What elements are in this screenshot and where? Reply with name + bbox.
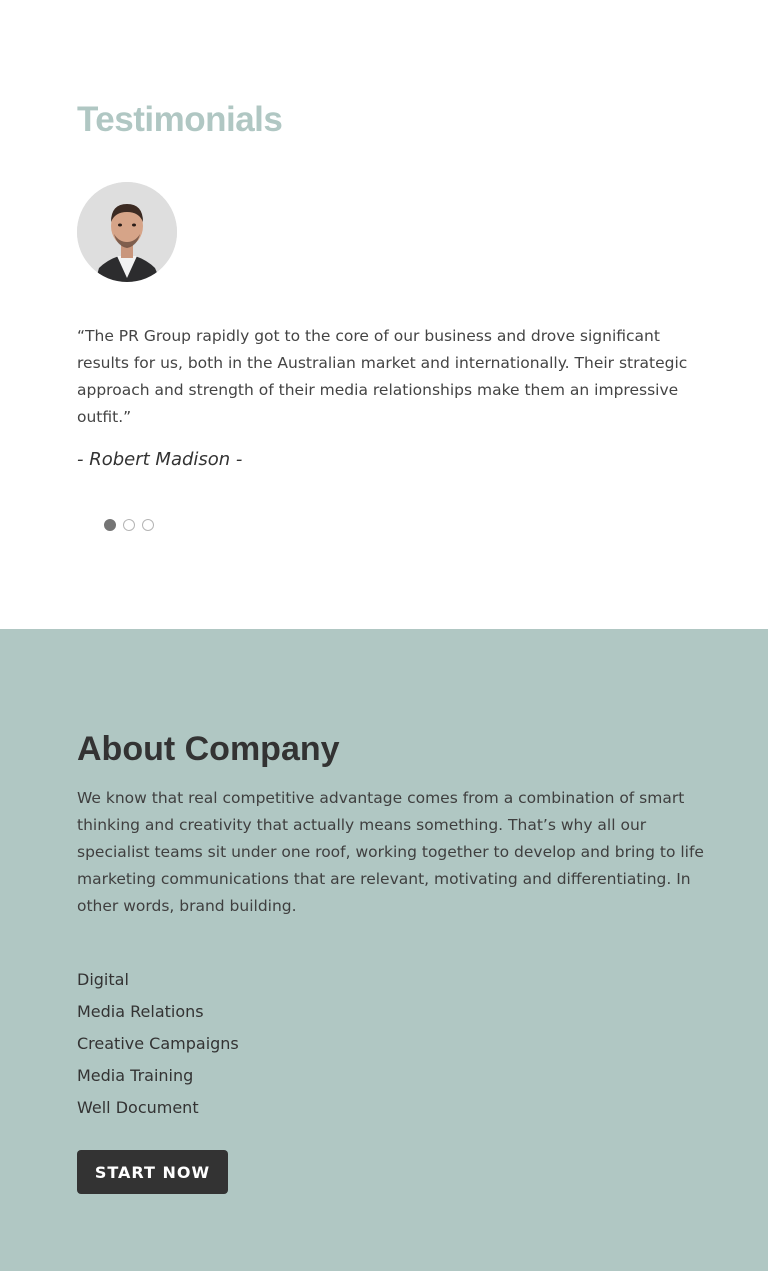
slider-dot-2[interactable]: [123, 519, 135, 531]
start-now-button[interactable]: START NOW: [77, 1150, 228, 1194]
service-item: Well Document: [77, 1098, 199, 1117]
about-title: About Company: [77, 730, 340, 768]
service-item: Media Training: [77, 1066, 194, 1085]
avatar: [77, 182, 177, 282]
service-item: Digital: [77, 970, 129, 989]
service-item: Creative Campaigns: [77, 1034, 239, 1053]
about-section: [0, 629, 768, 1271]
testimonials-title: Testimonials: [77, 100, 283, 139]
service-item: Media Relations: [77, 1002, 204, 1021]
about-text: We know that real competitive advantage comes from a combination of smart thinking and creativity that actually means something. That’s why all our specialist teams sit under one roof, working together to develop and bring to life marketing communications that are relevant, motivating and differentiating. In other words, brand building.: [77, 789, 704, 915]
person-photo-icon: [77, 182, 177, 282]
testimonial-author: - Robert Madison -: [77, 449, 243, 470]
slider-dot-1[interactable]: [104, 519, 116, 531]
slider-dot-3[interactable]: [142, 519, 154, 531]
slider-dots: [104, 519, 154, 531]
testimonial-quote: “The PR Group rapidly got to the core of our business and drove significant results for us, both in the Australian market and internationally. Their strategic approach and strength of their media relationships make them an impressive outfit.”: [77, 327, 688, 426]
testimonials-section: [0, 0, 768, 629]
services-list: [77, 964, 239, 1124]
